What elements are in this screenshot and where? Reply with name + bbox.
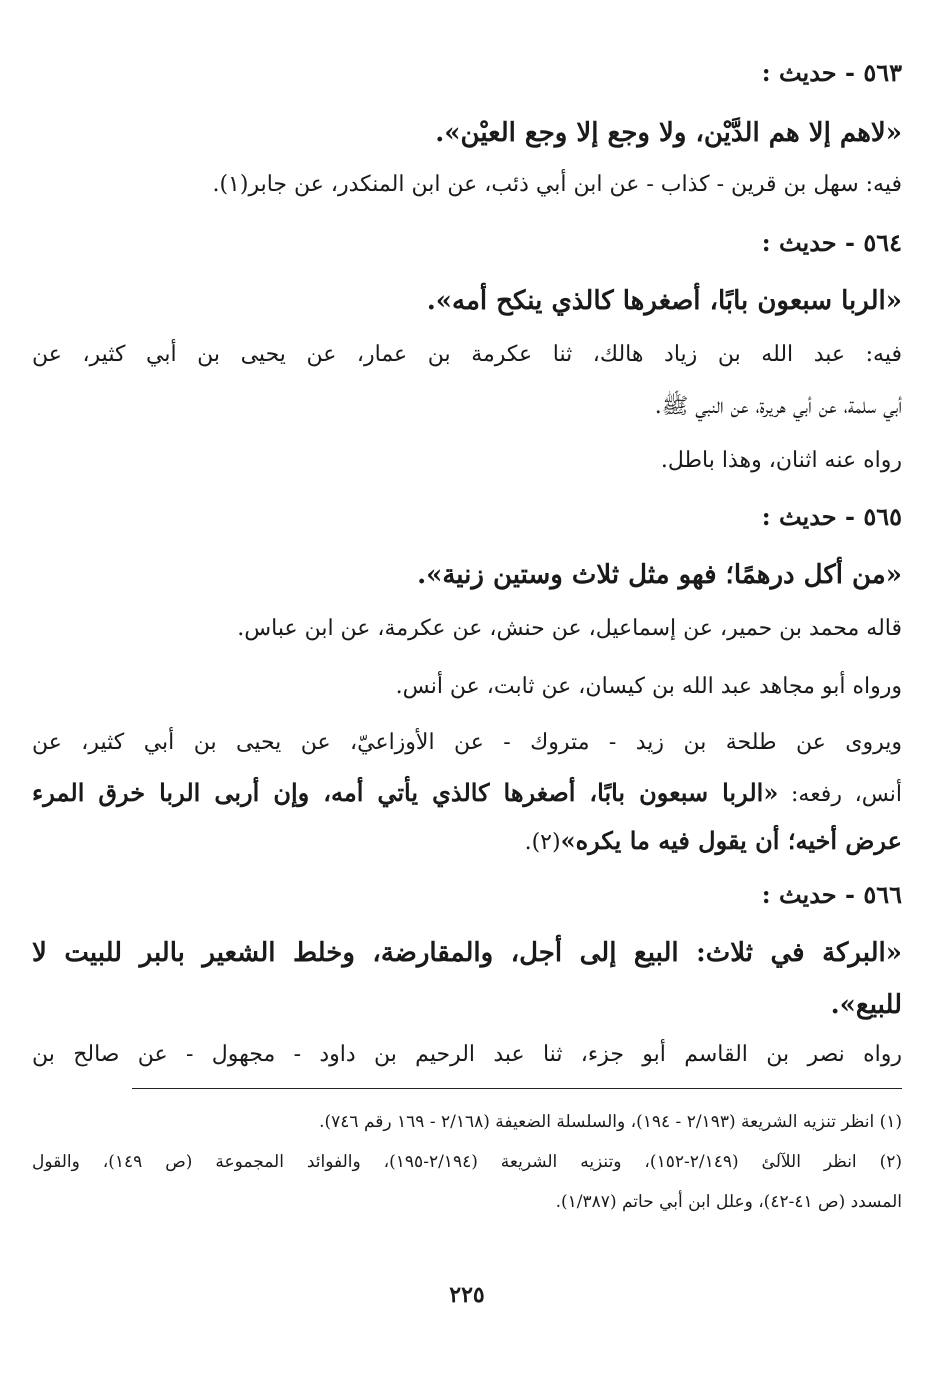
narration-prefix: أنس، رفعه:	[778, 782, 902, 807]
narration-mixed-line	[32, 778, 902, 807]
entry-heading: ٥٦٦ - حديث :	[761, 880, 902, 909]
narration-last-line	[32, 826, 902, 855]
entry-heading: ٥٦٥ - حديث :	[761, 502, 902, 531]
hadith-text: «البركة في ثلاث: البيع إلى أجل، والمقارضة، وخلط الشعير بالبر للبيت لا	[32, 938, 902, 968]
narration-line: رواه عنه اثنان، وهذا باطل.	[660, 448, 902, 473]
narration-line: أبي سلمة، عن أبي هريرة، عن النبي ﷺ.	[654, 394, 902, 419]
entry-heading: ٥٦٣ - حديث :	[761, 58, 902, 87]
footnote: (٢) انظر اللآلئ (٢/١٤٩-١٥٢)، وتنزيه الشريعة (٢/١٩٤-١٩٥)، والفوائد المجموعة (ص ١٤٩)، والقول	[32, 1152, 902, 1172]
narration-line: فيه: عبد الله بن زياد هالك، ثنا عكرمة بن عمار، عن يحيى بن أبي كثير، عن	[32, 342, 902, 367]
narration-line: ورواه أبو مجاهد عبد الله بن كيسان، عن ثابت، عن أنس.	[395, 674, 902, 699]
entry-heading: ٥٦٤ - حديث :	[761, 228, 902, 257]
footnote: (١) انظر تنزيه الشريعة (٢/١٩٣ - ١٩٤)، والسلسلة الضعيفة (٢/١٦٨ - ١٦٩ رقم ٧٤٦).	[319, 1112, 902, 1132]
hadith-text: «لاهم إلا هم الدَّيْن، ولا وجع إلا وجع العيْن».	[435, 118, 902, 148]
hadith-text: «الربا سبعون بابًا، أصغرها كالذي ينكح أمه».	[426, 286, 902, 316]
narration-line: رواه نصر بن القاسم أبو جزء، ثنا عبد الرحيم بن داود - مجهول - عن صالح بن	[32, 1042, 902, 1067]
narration-line: قاله محمد بن حمير، عن إسماعيل، عن حنش، عن عكرمة، عن ابن عباس.	[237, 616, 902, 641]
narration-line: فيه: سهل بن قرين - كذاب - عن ابن أبي ذئب، عن ابن المنكدر، عن جابر(١).	[212, 172, 902, 197]
hadith-inline-text: «الربا سبعون بابًا، أصغرها كالذي يأتي أمه، وإن أربى الربا خرق المرء	[32, 778, 779, 807]
hadith-text: للبيع».	[830, 990, 902, 1020]
hadith-inline-text: عرض أخيه؛ أن يقول فيه ما يكره»	[560, 826, 902, 855]
narration-line: ويروى عن طلحة بن زيد - متروك - عن الأوزاعيّ، عن يحيى بن أبي كثير، عن	[32, 730, 902, 755]
page-number: ٢٢٥	[449, 1282, 485, 1308]
hadith-text: «من أكل درهمًا؛ فهو مثل ثلاث وستين زنية».	[417, 560, 902, 590]
footnote-separator	[132, 1088, 902, 1089]
footnote: المسدد (ص ٤١-٤٢)، وعلل ابن أبي حاتم (١/٣٨٧).	[555, 1192, 902, 1212]
footnote-ref: (٢).	[524, 830, 561, 855]
